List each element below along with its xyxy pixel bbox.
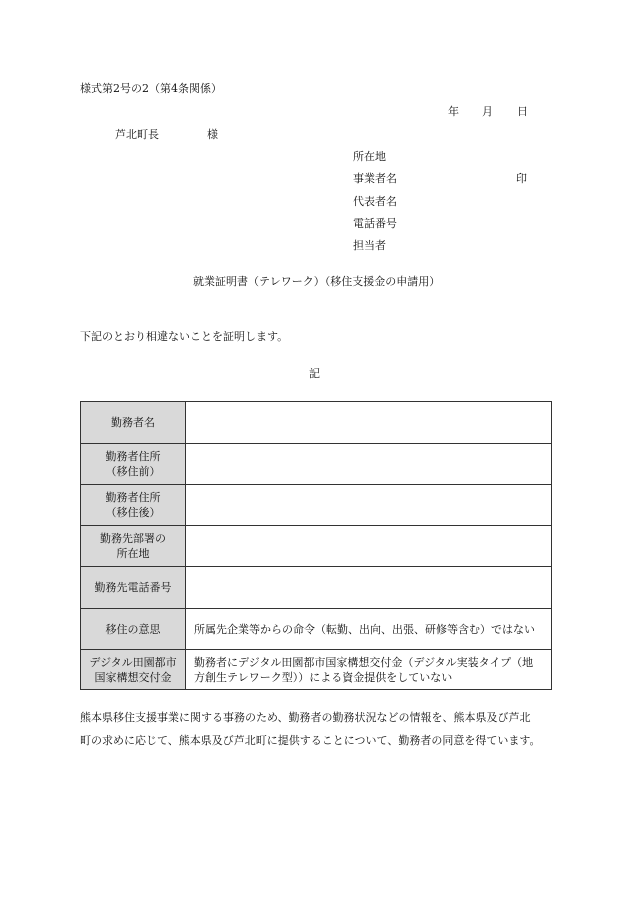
contact-label: 担当者 — [353, 239, 386, 252]
row-value-line: 所属先企業等からの命令（転勤、出向、出張、研修等含む）ではない — [194, 622, 535, 636]
row-label-line: デジタル田園都市 — [89, 655, 177, 669]
document-title: 就業証明書（テレワーク）（移住支援金の申請用） — [193, 275, 441, 288]
row-label-line: 国家構想交付金 — [94, 670, 172, 684]
row-value[interactable] — [186, 609, 552, 650]
row-label-line: 所在地 — [116, 547, 150, 560]
intro-text: 下記のとおり相違ないことを証明します。 — [80, 330, 289, 343]
row-label — [81, 526, 186, 567]
row-label — [81, 444, 186, 485]
table-row — [81, 402, 552, 444]
row-value-line: 勤務者にデジタル田園都市国家構想交付金（デジタル実装タイプ（地 — [194, 655, 534, 669]
representative-label: 代表者名 — [353, 195, 397, 208]
row-label-line: 勤務先部署の — [100, 532, 166, 545]
row-label-line: 勤務者名 — [111, 416, 155, 429]
date-day: 日 — [517, 105, 528, 118]
row-value[interactable] — [186, 485, 552, 526]
certificate-table — [80, 401, 552, 690]
row-label — [81, 650, 186, 690]
date-month: 月 — [482, 105, 493, 118]
table-row — [81, 567, 552, 609]
footer-line-1: 熊本県移住支援事業に関する事務のため、勤務者の勤務状況などの情報を、熊本県及び芦北 — [80, 711, 531, 724]
seal-mark: 印 — [516, 172, 527, 185]
row-value[interactable] — [186, 650, 552, 690]
ki-heading: 記 — [309, 367, 320, 380]
table-row — [81, 609, 552, 650]
row-label — [81, 402, 186, 444]
table-row — [81, 485, 552, 526]
row-value[interactable] — [186, 402, 552, 444]
table-row — [81, 650, 552, 690]
address-label: 所在地 — [353, 150, 386, 163]
phone-label: 電話番号 — [353, 217, 397, 230]
row-label-line: 勤務者住所 — [105, 450, 161, 463]
form-number: 様式第2号の2（第4条関係） — [80, 82, 222, 95]
row-value[interactable] — [186, 444, 552, 485]
row-value[interactable] — [186, 567, 552, 609]
row-label-line: （移住後） — [105, 506, 161, 519]
row-value[interactable] — [186, 526, 552, 567]
addressee-honorific: 様 — [207, 128, 218, 141]
row-label — [81, 567, 186, 609]
addressee-name: 芦北町長 — [115, 128, 159, 141]
row-label-line: （移住前） — [105, 465, 161, 478]
row-label-line: 勤務者住所 — [105, 491, 161, 504]
table-row — [81, 444, 552, 485]
row-label — [81, 485, 186, 526]
date-year: 年 — [448, 105, 459, 118]
row-label-line: 勤務先電話番号 — [94, 581, 172, 594]
row-value-line: 方創生テレワーク型））による資金提供をしていない — [194, 670, 453, 684]
table-row — [81, 526, 552, 567]
row-label-line: 移住の意思 — [105, 622, 161, 636]
footer-line-2: 町の求めに応じて、熊本県及び芦北町に提供することについて、勤務者の同意を得ています。 — [80, 734, 541, 747]
business-name-label: 事業者名 — [353, 172, 397, 185]
row-label — [81, 609, 186, 650]
